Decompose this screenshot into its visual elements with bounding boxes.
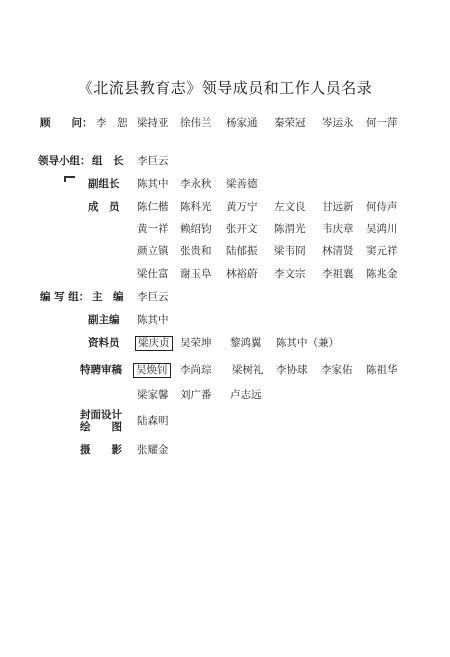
name: 陈仁楷: [137, 201, 169, 213]
name: 陈祖华: [366, 364, 398, 376]
name: 何侍声: [366, 201, 398, 213]
name: 梁持亚: [137, 117, 169, 129]
role-label: 资料员: [88, 337, 120, 349]
role-label: 成 员: [88, 201, 120, 213]
name-boxed: 吴焕钊: [133, 363, 171, 378]
name: 甘远新: [322, 201, 354, 213]
role-label: 封面设计: [80, 409, 122, 421]
name: 梁家馨: [137, 389, 169, 401]
name: 赖绍钧: [180, 223, 212, 235]
name: 窦元祥: [366, 245, 398, 257]
name: 韦庆章: [322, 223, 354, 235]
name: 黄一祥: [137, 223, 169, 235]
name: 刘广番: [180, 389, 212, 401]
name: 林裕蔚: [226, 268, 258, 280]
role-label: 主 编: [92, 291, 124, 303]
corner-mark: [64, 176, 75, 182]
section-label-advisors: 顾 问：: [40, 117, 93, 129]
role-label: 副主编: [88, 314, 120, 326]
name: 张贵和: [180, 245, 212, 257]
name: 左文良: [274, 201, 306, 213]
name: 梁善德: [226, 178, 258, 190]
name: 陈渭光: [274, 223, 306, 235]
name: 陈其中: [137, 178, 169, 190]
section-label-leadership: 领导小组：: [38, 155, 91, 167]
name: 陈科光: [180, 201, 212, 213]
name: 李尚琮: [180, 364, 212, 376]
name: 李巨云: [137, 291, 169, 303]
name: 陆森明: [137, 415, 169, 427]
name: 徐伟兰: [180, 117, 212, 129]
role-label: 摄 影: [80, 444, 122, 456]
name: 颜立镇: [137, 245, 169, 257]
name: 谢玉阜: [180, 268, 212, 280]
role-label: 特聘审稿: [80, 364, 122, 376]
name: 杨家通: [226, 117, 258, 129]
name: 陆郁振: [226, 245, 258, 257]
name: 李家佑: [321, 364, 353, 376]
name: 李文宗: [274, 268, 306, 280]
name: 李协球: [276, 364, 308, 376]
name: 黄万宁: [226, 201, 258, 213]
name: 黎鸿翼: [230, 337, 262, 349]
name: 张耀金: [137, 444, 169, 456]
name: 陈其中（兼）: [276, 337, 339, 349]
name: 卢志远: [230, 389, 262, 401]
name: 陈其中: [137, 314, 169, 326]
name-boxed: 梁庆贞: [135, 336, 173, 351]
name: 梁韦冏: [274, 245, 306, 257]
name: 李巨云: [137, 155, 169, 167]
name: 何一萍: [366, 117, 398, 129]
name: 吴鸿川: [366, 223, 398, 235]
role-label: 副组长: [88, 178, 120, 190]
role-label: 组 长: [92, 155, 124, 167]
name: 陈兆金: [366, 268, 398, 280]
name: 李祖襄: [322, 268, 354, 280]
name: 梁仕富: [137, 268, 169, 280]
name: 林清贤: [322, 245, 354, 257]
page-title: 《北流县教育志》领导成员和工作人员名录: [77, 79, 373, 97]
name: 张开文: [226, 223, 258, 235]
section-label-writing-group: 编 写 组：: [40, 291, 90, 303]
name: 吴荣坤: [180, 337, 212, 349]
name: 李 恕: [96, 117, 128, 129]
name: 李永秋: [180, 178, 212, 190]
name: 梁树礼: [232, 364, 264, 376]
role-label: 绘 图: [80, 421, 122, 433]
name: 岑运永: [322, 117, 354, 129]
name: 秦荣冠: [274, 117, 306, 129]
